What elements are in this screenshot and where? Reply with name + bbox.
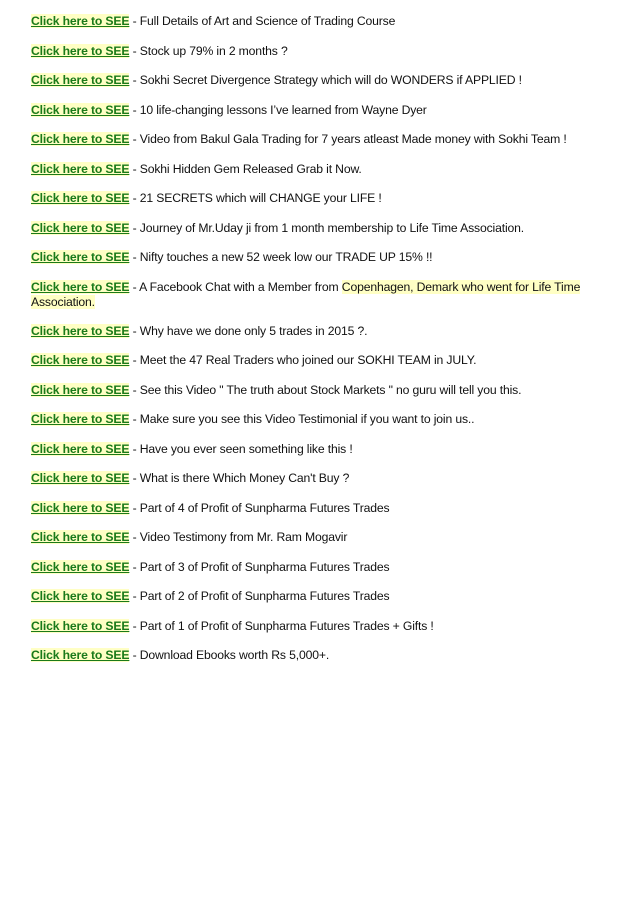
item-text: - Make sure you see this Video Testimonial if you want to join us.. [129,412,475,426]
item-text: - Part of 3 of Profit of Sunpharma Futures Trades [129,559,390,574]
click-here-link[interactable]: Click here to SEE [31,161,130,176]
click-here-link[interactable]: Click here to SEE [31,382,130,397]
list-item [31,530,623,545]
item-text: - Journey of Mr.Uday ji from 1 month membership to Life Time Association. [129,220,525,235]
item-text: - Why have we done only 5 trades in 2015 ?. [129,323,368,338]
click-here-link[interactable]: Click here to SEE [31,589,130,603]
click-here-link[interactable]: Click here to SEE [31,220,130,235]
list-item [31,73,623,88]
click-here-link[interactable]: Click here to SEE [31,530,130,544]
item-text: - Meet the 47 Real Traders who joined our SOKHI TEAM in JULY. [129,353,477,367]
click-here-link[interactable]: Click here to SEE [31,191,130,205]
click-here-link[interactable]: Click here to SEE [31,441,130,456]
click-here-link[interactable]: Click here to SEE [31,618,130,633]
link-list [31,14,623,678]
item-text: - Download Ebooks worth Rs 5,000+. [129,648,330,662]
item-text: - See this Video " The truth about Stock Markets " no guru will tell you this. [129,382,522,397]
list-item [31,471,623,486]
click-here-link[interactable]: Click here to SEE [31,14,130,28]
item-text: - Nifty touches a new 52 week low our TRADE UP 15% !! [129,250,433,264]
item-text: - 21 SECRETS which will CHANGE your LIFE ! [129,191,382,205]
click-here-link[interactable]: Click here to SEE [31,471,130,485]
item-text: - 10 life-changing lessons I’ve learned from Wayne Dyer [129,102,427,117]
list-item [31,619,623,634]
item-text: - Have you ever seen something like this ! [129,441,353,456]
item-text: - Part of 1 of Profit of Sunpharma Futures Trades + Gifts ! [129,618,434,633]
item-text: - Video from Bakul Gala Trading for 7 years atleast Made money with Sokhi Team ! [129,132,567,146]
list-item [31,353,623,368]
click-here-link[interactable]: Click here to SEE [31,132,130,146]
click-here-link[interactable]: Click here to SEE [31,73,130,87]
list-item [31,250,623,265]
highlighted-text: Copenhagen, Demark who went for Life Time Association. [31,279,581,309]
list-item [31,162,623,177]
list-item [31,412,623,427]
list-item [31,221,623,236]
item-text: - Sokhi Hidden Gem Released Grab it Now. [129,161,362,176]
click-here-link[interactable]: Click here to SEE [31,500,130,515]
item-text: - A Facebook Chat with a Member from [129,279,342,294]
item-text: - Stock up 79% in 2 months ? [129,43,288,58]
list-item [31,280,623,310]
click-here-link[interactable]: Click here to SEE [31,412,130,426]
item-text: - Video Testimony from Mr. Ram Mogavir [129,530,348,544]
list-item [31,132,623,147]
list-item [31,501,623,516]
click-here-link[interactable]: Click here to SEE [31,559,130,574]
click-here-link[interactable]: Click here to SEE [31,102,130,117]
click-here-link[interactable]: Click here to SEE [31,250,130,264]
list-item [31,324,623,339]
list-item [31,560,623,575]
click-here-link[interactable]: Click here to SEE [31,648,130,662]
list-item [31,103,623,118]
item-text: - Part of 4 of Profit of Sunpharma Futures Trades [129,500,390,515]
item-text: - Full Details of Art and Science of Trading Course [129,14,396,28]
list-item [31,44,623,59]
item-text: - Sokhi Secret Divergence Strategy which will do WONDERS if APPLIED ! [129,73,522,87]
item-text: - Part of 2 of Profit of Sunpharma Futures Trades [129,589,390,603]
list-item [31,191,623,206]
click-here-link[interactable]: Click here to SEE [31,323,130,338]
click-here-link[interactable]: Click here to SEE [31,353,130,367]
click-here-link[interactable]: Click here to SEE [31,279,130,294]
list-item [31,383,623,398]
item-text: - What is there Which Money Can't Buy ? [129,471,350,485]
click-here-link[interactable]: Click here to SEE [31,43,130,58]
list-item [31,14,623,29]
list-item [31,589,623,604]
list-item [31,648,623,663]
list-item [31,442,623,457]
